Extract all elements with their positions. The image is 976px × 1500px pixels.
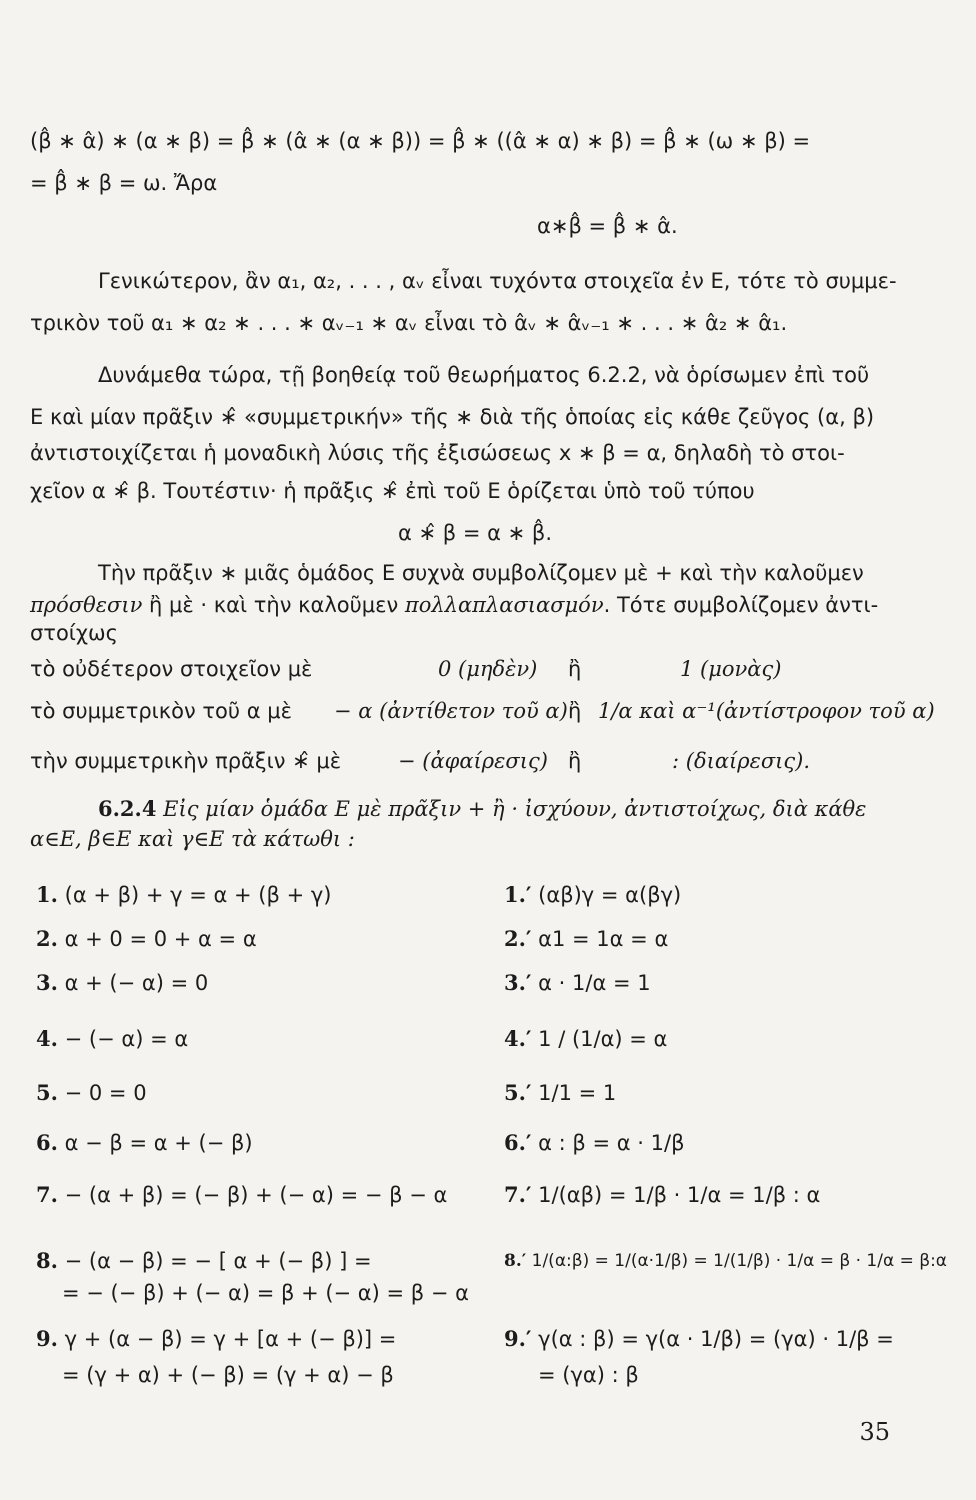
property-right-9 — [504, 1326, 894, 1352]
property-left-4 — [36, 1026, 188, 1052]
property-formula: − (α + β) = (− β) + (− α) = − β − α — [64, 1183, 448, 1207]
property-left-1 — [36, 882, 331, 908]
property-left-7 — [36, 1182, 447, 1208]
general-line-2: τρικὸν τοῦ α₁ ∗ α₂ ∗ . . . ∗ αᵥ₋₁ ∗ αᵥ εἶναι τὸ α̂ᵥ ∗ α̂ᵥ₋₁ ∗ . . . ∗ α̂₂ ∗ α̂₁. — [30, 311, 788, 335]
property-number: 4.′ — [504, 1026, 532, 1051]
notation-row-or: ἢ — [568, 749, 582, 773]
theorem-line-1 — [98, 796, 866, 822]
property-number: 3.′ — [504, 970, 532, 995]
property-right-2 — [504, 926, 668, 952]
page-number: 35 — [859, 1418, 890, 1446]
property-left-8 — [36, 1248, 372, 1274]
property-left-5 — [36, 1080, 147, 1106]
notation-row-mul: 1 (μονὰς) — [680, 657, 782, 681]
notation-row-or: ἢ — [568, 699, 582, 723]
notation-row-add: − (ἀφαίρεσις) — [398, 749, 548, 773]
property-right-9-cont: = (γα) : β — [538, 1363, 639, 1387]
property-formula: − 0 = 0 — [64, 1081, 147, 1105]
property-number: 1.′ — [504, 882, 532, 907]
property-number: 5.′ — [504, 1080, 532, 1105]
notation-row-label: τὸ συμμετρικὸν τοῦ α μὲ — [30, 699, 292, 723]
property-right-6 — [504, 1130, 684, 1156]
property-formula: − (− α) = α — [64, 1027, 189, 1051]
term-multiplication: πολλαπλασιασμόν — [404, 593, 604, 617]
property-formula: 1/(α:β) = 1/(α·1/β) = 1/(1/β) · 1/α = β · 1/α = β:α — [531, 1251, 948, 1271]
notation-row-mul: : (διαίρεσις). — [672, 749, 811, 773]
property-formula: − (α − β) = − [ α + (− β) ] = — [64, 1249, 372, 1273]
theorem-line-2: α∈E, β∈E καὶ γ∈E τὰ κάτωθι : — [30, 827, 355, 851]
property-formula: 1 / (1/α) = α — [538, 1027, 668, 1051]
property-left-2 — [36, 926, 257, 952]
property-right-3 — [504, 970, 651, 996]
property-right-1 — [504, 882, 681, 908]
property-number: 9.′ — [504, 1326, 532, 1351]
property-left-8-cont: = − (− β) + (− α) = β + (− α) = β − α — [62, 1281, 469, 1305]
property-right-8 — [504, 1248, 947, 1274]
property-left-6 — [36, 1130, 253, 1156]
paragraph-line-4: χεῖον α ∗̂ β. Τουτέστιν· ἡ πρᾶξις ∗̂ ἐπὶ τοῦ E ὁρίζεται ὑπὸ τοῦ τύπου — [30, 479, 755, 503]
property-left-3 — [36, 970, 208, 996]
theorem-statement: Εἰς μίαν ὁμάδα E μὲ πρᾶξιν + ἢ · ἰσχύουν, ἀντιστοίχως, διὰ κάθε — [156, 797, 867, 821]
paragraph-line-3: ἀντιστοιχίζεται ἡ μοναδικὴ λύσις τῆς ἐξισώσεως x ∗ β = α, δηλαδὴ τὸ στοι- — [30, 441, 845, 465]
general-line-1: Γενικώτερον, ἂν α₁, α₂, . . . , αᵥ εἶναι τυχόντα στοιχεῖα ἐν E, τότε τὸ συμμε- — [98, 269, 897, 293]
property-number: 6. — [36, 1130, 58, 1155]
notation-line-3: στοίχως — [30, 621, 118, 645]
notation-row-label: τὸ οὐδέτερον στοιχεῖον μὲ — [30, 657, 313, 681]
property-formula: γ(α : β) = γ(α · 1/β) = (γα) · 1/β = — [538, 1327, 894, 1351]
notation-line-2-end: . Τότε συμβολίζομεν ἀντι- — [603, 593, 879, 617]
property-formula: 1/(αβ) = 1/β · 1/α = 1/β : α — [538, 1183, 821, 1207]
notation-line-2-mid: ἢ μὲ · καὶ τὴν καλοῦμεν — [142, 593, 405, 617]
property-formula: α : β = α · 1/β — [538, 1131, 685, 1155]
notation-row-add: − α (ἀντίθετον τοῦ α) — [334, 699, 568, 723]
paragraph-line-1: Δυνάμεθα τώρα, τῇ βοηθείᾳ τοῦ θεωρήματος 6.2.2, νὰ ὁρίσωμεν ἐπὶ τοῦ — [98, 363, 870, 387]
property-number: 4. — [36, 1026, 58, 1051]
property-number: 1. — [36, 882, 58, 907]
notation-row-or: ἢ — [568, 657, 582, 681]
intro-centered-formula: α∗β̂ = β̂ ∗ α̂. — [537, 214, 678, 238]
property-formula: γ + (α − β) = γ + [α + (− β)] = — [64, 1327, 397, 1351]
theorem-number: 6.2.4 — [98, 796, 157, 821]
property-right-4 — [504, 1026, 667, 1052]
property-number: 5. — [36, 1080, 58, 1105]
property-number: 3. — [36, 970, 58, 995]
property-number: 2.′ — [504, 926, 532, 951]
property-formula: α1 = 1α = α — [538, 927, 669, 951]
notation-row-mul: 1/α καὶ α⁻¹(ἀντίστροφον τοῦ α) — [598, 699, 935, 723]
property-number: 2. — [36, 926, 58, 951]
property-number: 9. — [36, 1326, 58, 1351]
property-right-5 — [504, 1080, 616, 1106]
property-formula: 1/1 = 1 — [538, 1081, 617, 1105]
notation-line-2 — [30, 592, 878, 618]
notation-row-add: 0 (μηδὲν) — [438, 657, 538, 681]
notation-row-label: τὴν συμμετρικὴν πρᾶξιν ∗̂ μὲ — [30, 749, 342, 773]
paragraph-formula: α ∗̂ β = α ∗ β̂. — [398, 521, 553, 545]
property-number: 7. — [36, 1182, 58, 1207]
intro-equation-line-2: = β̂ ∗ β = ω. Ἄρα — [30, 171, 218, 195]
property-number: 6.′ — [504, 1130, 532, 1155]
property-formula: α · 1/α = 1 — [538, 971, 651, 995]
property-right-7 — [504, 1182, 820, 1208]
term-addition: πρόσθεσιν — [30, 593, 143, 617]
property-number: 7.′ — [504, 1182, 532, 1207]
property-formula: α + (− α) = 0 — [64, 971, 209, 995]
paragraph-line-2: E καὶ μίαν πρᾶξιν ∗̂ «συμμετρικήν» τῆς ∗ διὰ τῆς ὁποίας εἰς κάθε ζεῦγος (α, β) — [30, 405, 875, 429]
property-formula: α + 0 = 0 + α = α — [64, 927, 257, 951]
property-left-9-cont: = (γ + α) + (− β) = (γ + α) − β — [62, 1363, 394, 1387]
property-number: 8.′ — [504, 1251, 527, 1271]
notation-line-1: Τὴν πρᾶξιν ∗ μιᾶς ὁμάδος E συχνὰ συμβολίζομεν μὲ + καὶ τὴν καλοῦμεν — [98, 561, 864, 585]
property-formula: (αβ)γ = α(βγ) — [538, 883, 682, 907]
property-formula: (α + β) + γ = α + (β + γ) — [64, 883, 332, 907]
intro-equation-line-1: (β̂ ∗ α̂) ∗ (α ∗ β) = β̂ ∗ (α̂ ∗ (α ∗ β)) = β̂ ∗ ((α̂ ∗ α) ∗ β) = β̂ ∗ (ω ∗ β) = — [30, 129, 811, 153]
property-left-9 — [36, 1326, 396, 1352]
property-number: 8. — [36, 1248, 58, 1273]
property-formula: α − β = α + (− β) — [64, 1131, 253, 1155]
